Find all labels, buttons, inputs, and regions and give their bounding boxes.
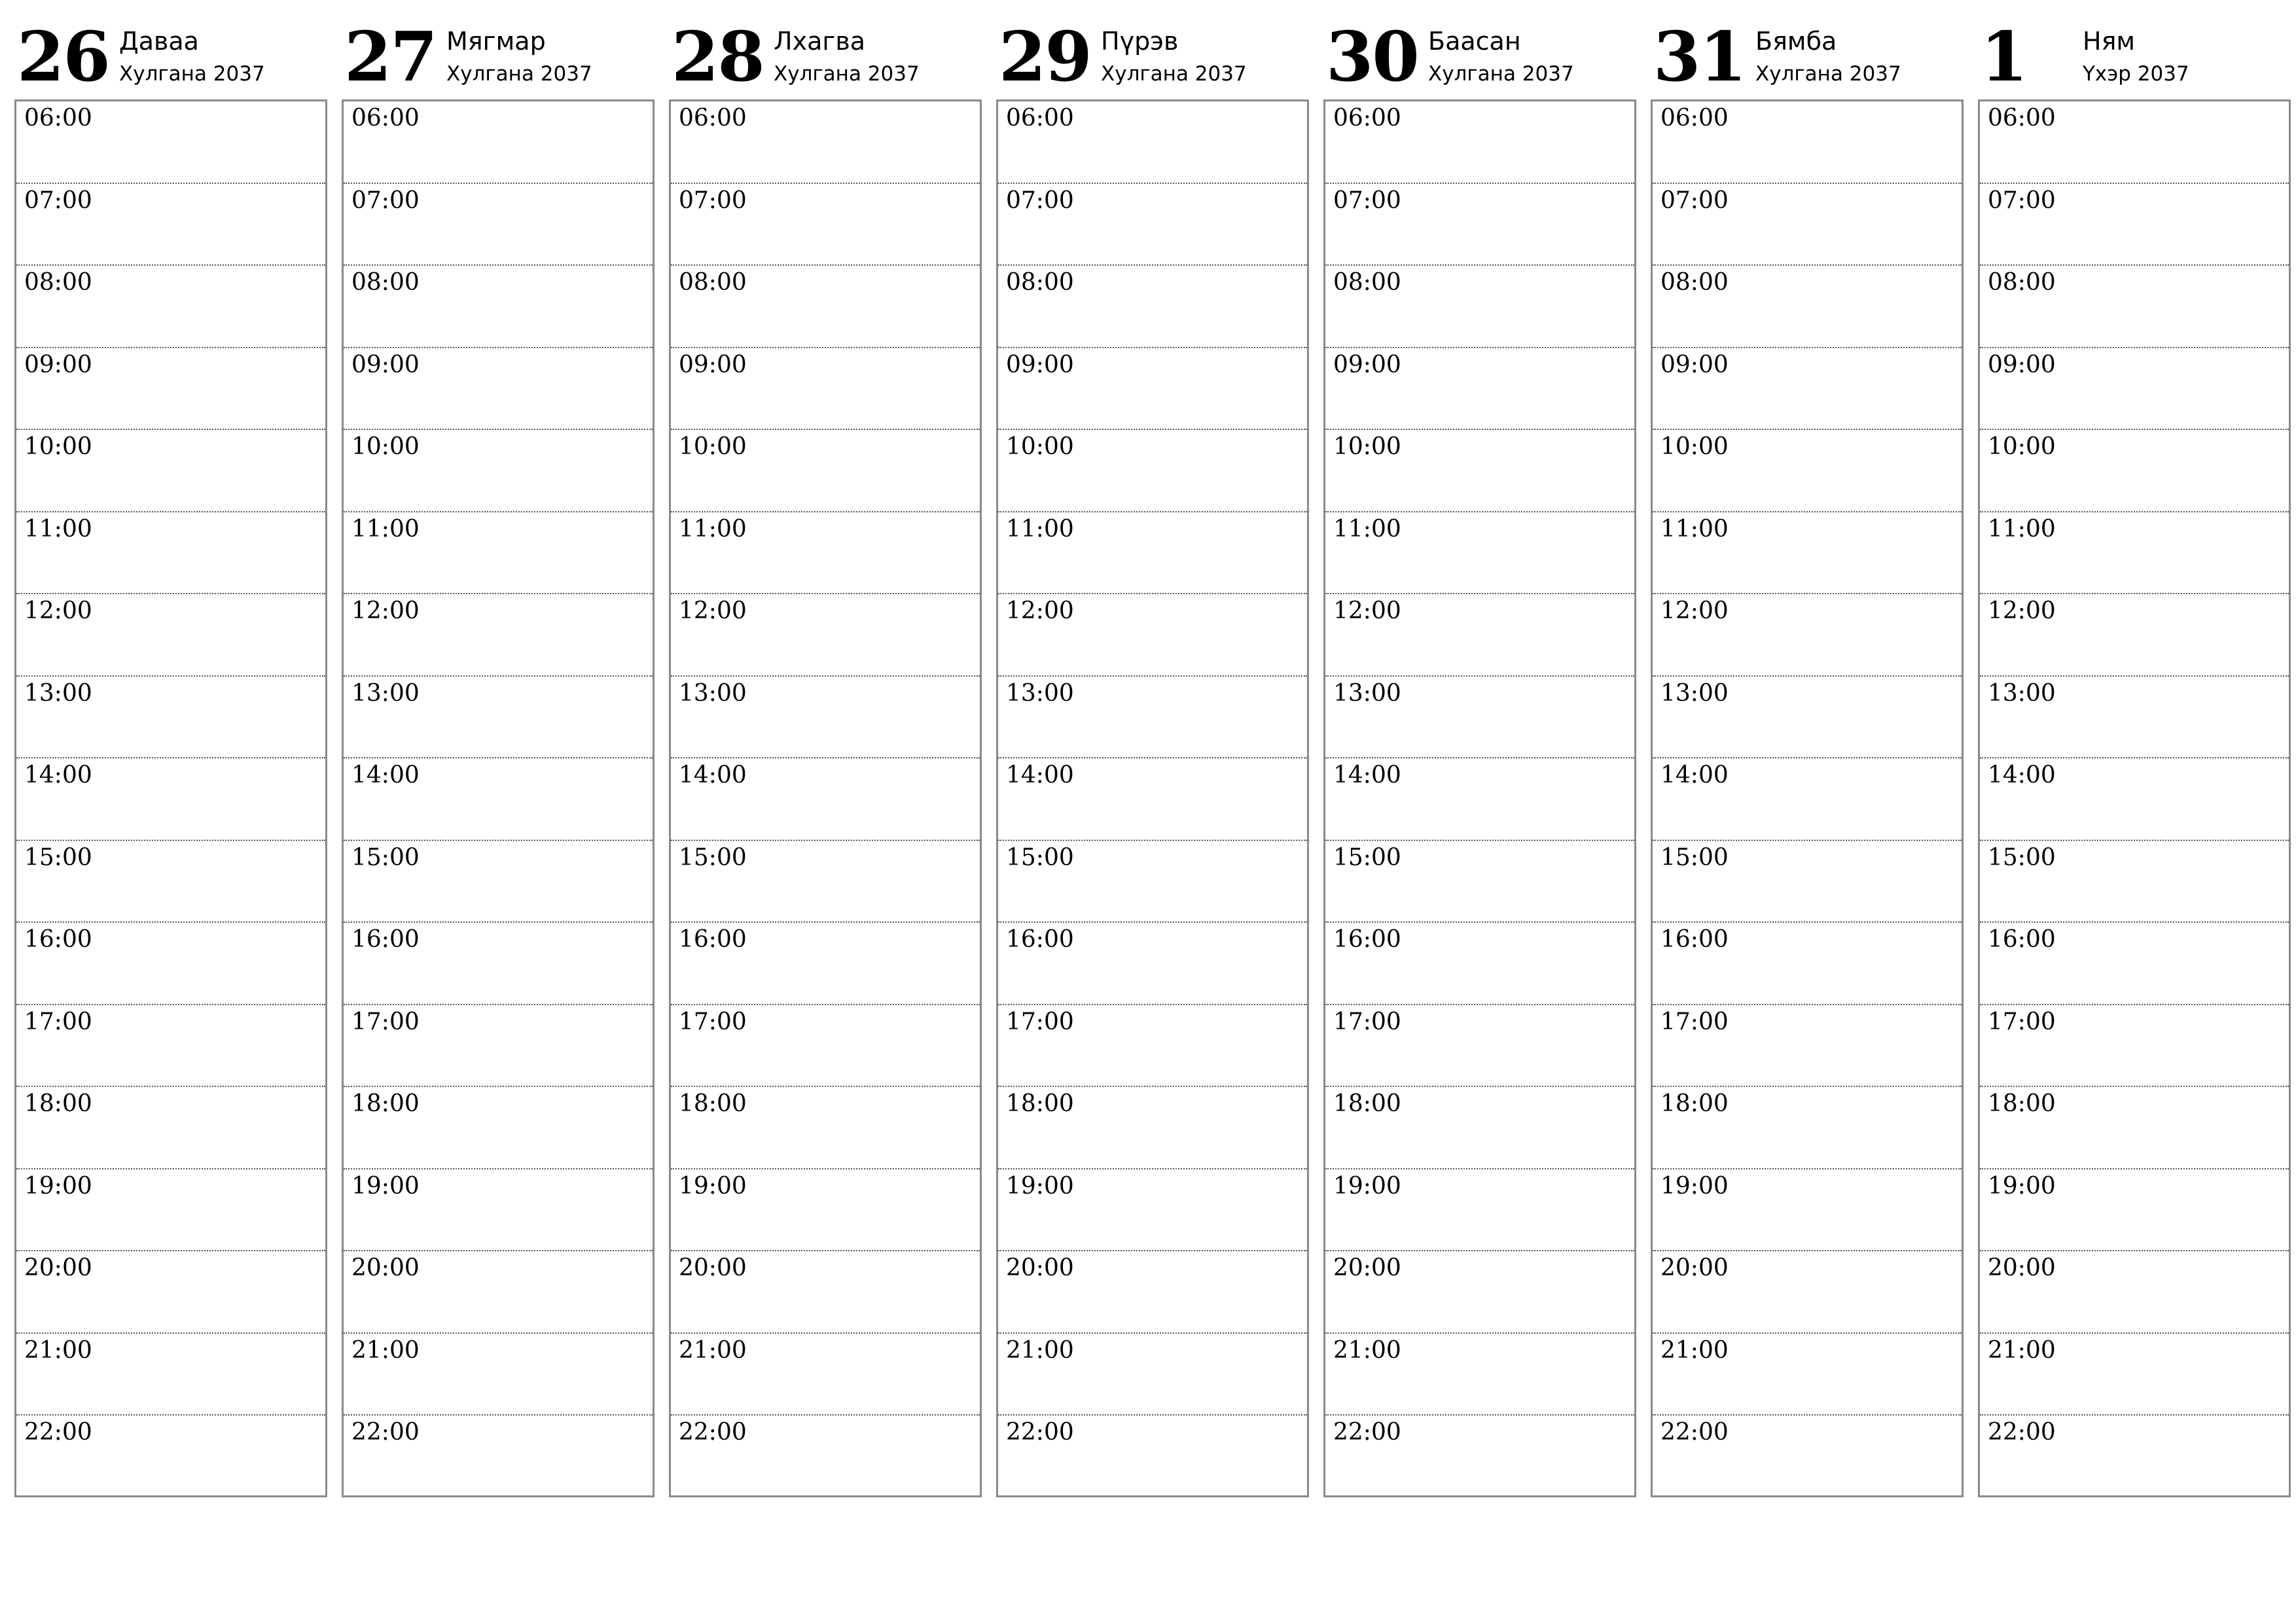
hour-slot bbox=[344, 348, 653, 431]
hour-slot bbox=[16, 841, 325, 923]
hour-slot bbox=[1325, 677, 1634, 759]
hour-slot bbox=[16, 677, 325, 759]
hour-label: 19:00 bbox=[1006, 1172, 1074, 1200]
hour-label: 07:00 bbox=[1988, 187, 2056, 214]
hour-label: 22:00 bbox=[1660, 1419, 1729, 1446]
hour-label: 16:00 bbox=[1006, 926, 1074, 953]
day-schedule-box bbox=[1978, 99, 2291, 1497]
hour-label: 07:00 bbox=[351, 187, 420, 214]
hour-label: 16:00 bbox=[1660, 926, 1729, 953]
hour-slot bbox=[998, 1005, 1307, 1088]
day-number: 27 bbox=[344, 16, 437, 97]
day-number: 30 bbox=[1326, 16, 1418, 97]
hour-slot bbox=[16, 184, 325, 266]
hour-label: 10:00 bbox=[1006, 433, 1074, 460]
hour-slot bbox=[998, 101, 1307, 184]
hour-slot bbox=[1980, 430, 2289, 512]
hour-slot bbox=[1980, 677, 2289, 759]
hour-slot bbox=[16, 923, 325, 1005]
hour-slot bbox=[1980, 923, 2289, 1005]
hour-slot bbox=[1325, 1169, 1634, 1252]
hour-slot bbox=[1980, 1334, 2289, 1416]
hour-label: 06:00 bbox=[351, 105, 420, 132]
hour-slot bbox=[1653, 1087, 1962, 1169]
hour-slot bbox=[1980, 1087, 2289, 1169]
hour-slot bbox=[16, 758, 325, 841]
hour-slot bbox=[1653, 841, 1962, 923]
hour-label: 17:00 bbox=[1006, 1008, 1074, 1035]
hour-label: 22:00 bbox=[351, 1419, 420, 1446]
hour-label: 22:00 bbox=[1006, 1419, 1074, 1446]
hour-slot bbox=[1980, 512, 2289, 595]
hour-label: 08:00 bbox=[1006, 269, 1074, 296]
hour-slot bbox=[998, 923, 1307, 1005]
hour-label: 10:00 bbox=[351, 433, 420, 460]
month-year-label: Хулгана 2037 bbox=[446, 62, 592, 86]
hour-slot bbox=[998, 1087, 1307, 1169]
hour-slot bbox=[671, 1005, 980, 1088]
hour-slot bbox=[16, 1087, 325, 1169]
hour-slot bbox=[671, 1334, 980, 1416]
hour-slot bbox=[1980, 348, 2289, 431]
hour-slot bbox=[1653, 758, 1962, 841]
hour-slot bbox=[16, 348, 325, 431]
hour-label: 17:00 bbox=[351, 1008, 420, 1035]
day-column bbox=[1323, 0, 1636, 1505]
hour-label: 09:00 bbox=[1006, 351, 1074, 378]
hour-label: 15:00 bbox=[1988, 844, 2056, 871]
hour-slot bbox=[1325, 594, 1634, 677]
hour-slot bbox=[998, 677, 1307, 759]
weekday-name: Лхагва bbox=[774, 27, 865, 56]
hour-label: 06:00 bbox=[1333, 105, 1401, 132]
hour-label: 15:00 bbox=[1660, 844, 1729, 871]
hour-label: 10:00 bbox=[1660, 433, 1729, 460]
hour-label: 08:00 bbox=[1660, 269, 1729, 296]
month-year-label: Хулгана 2037 bbox=[774, 62, 920, 86]
hour-slot bbox=[344, 184, 653, 266]
hour-label: 10:00 bbox=[1333, 433, 1401, 460]
hour-label: 14:00 bbox=[679, 762, 747, 789]
hour-label: 09:00 bbox=[1333, 351, 1401, 378]
month-year-label: Үхэр 2037 bbox=[2083, 62, 2189, 86]
hour-label: 15:00 bbox=[1006, 844, 1074, 871]
hour-slot bbox=[1325, 1005, 1634, 1088]
hour-slot bbox=[16, 430, 325, 512]
hour-slot bbox=[1653, 430, 1962, 512]
hour-label: 06:00 bbox=[1660, 105, 1729, 132]
hour-slot bbox=[1653, 594, 1962, 677]
hour-slot bbox=[671, 184, 980, 266]
hour-slot bbox=[1325, 1334, 1634, 1416]
hour-label: 13:00 bbox=[1006, 679, 1074, 707]
hour-slot bbox=[998, 1334, 1307, 1416]
hour-label: 11:00 bbox=[1988, 515, 2056, 543]
hour-slot bbox=[998, 430, 1307, 512]
hour-label: 11:00 bbox=[679, 515, 747, 543]
hour-label: 06:00 bbox=[1006, 105, 1074, 132]
day-column bbox=[669, 0, 982, 1505]
hour-label: 22:00 bbox=[1988, 1419, 2056, 1446]
hour-label: 16:00 bbox=[679, 926, 747, 953]
day-header bbox=[669, 0, 982, 99]
hour-label: 11:00 bbox=[351, 515, 420, 543]
month-year-label: Хулгана 2037 bbox=[1101, 62, 1247, 86]
hour-label: 17:00 bbox=[1660, 1008, 1729, 1035]
hour-slot bbox=[344, 1087, 653, 1169]
hour-slot bbox=[16, 512, 325, 595]
hour-slot bbox=[1653, 677, 1962, 759]
hour-label: 13:00 bbox=[24, 679, 92, 707]
day-schedule-box bbox=[669, 99, 982, 1497]
hour-slot bbox=[16, 1169, 325, 1252]
day-number: 31 bbox=[1653, 16, 1746, 97]
day-header bbox=[1651, 0, 1964, 99]
hour-slot bbox=[1325, 1087, 1634, 1169]
hour-slot bbox=[1653, 512, 1962, 595]
hour-label: 07:00 bbox=[679, 187, 747, 214]
hour-slot bbox=[671, 677, 980, 759]
hour-slot bbox=[1653, 1169, 1962, 1252]
month-year-label: Хулгана 2037 bbox=[1428, 62, 1574, 86]
hour-slot bbox=[671, 1087, 980, 1169]
hour-slot bbox=[1653, 184, 1962, 266]
weekday-name: Мягмар bbox=[446, 27, 546, 56]
hour-slot bbox=[1325, 430, 1634, 512]
hour-label: 22:00 bbox=[679, 1419, 747, 1446]
hour-label: 19:00 bbox=[1333, 1172, 1401, 1200]
day-header bbox=[342, 0, 655, 99]
hour-slot bbox=[344, 1334, 653, 1416]
hour-label: 18:00 bbox=[24, 1090, 92, 1117]
hour-slot bbox=[671, 101, 980, 184]
hour-label: 08:00 bbox=[679, 269, 747, 296]
hour-slot bbox=[1980, 758, 2289, 841]
hour-label: 13:00 bbox=[679, 679, 747, 707]
day-schedule-box bbox=[14, 99, 327, 1497]
hour-label: 19:00 bbox=[679, 1172, 747, 1200]
hour-label: 12:00 bbox=[1988, 597, 2056, 624]
hour-label: 15:00 bbox=[24, 844, 92, 871]
hour-slot bbox=[998, 1416, 1307, 1495]
hour-slot bbox=[344, 1005, 653, 1088]
day-schedule-box bbox=[1651, 99, 1964, 1497]
hour-slot bbox=[998, 1251, 1307, 1334]
hour-label: 08:00 bbox=[24, 269, 92, 296]
hour-slot bbox=[1980, 1005, 2289, 1088]
day-schedule-box bbox=[1323, 99, 1636, 1497]
weekday-name: Бямба bbox=[1755, 27, 1837, 56]
hour-label: 12:00 bbox=[1660, 597, 1729, 624]
hour-label: 14:00 bbox=[24, 762, 92, 789]
hour-label: 21:00 bbox=[679, 1336, 747, 1364]
hour-label: 12:00 bbox=[24, 597, 92, 624]
hour-slot bbox=[1980, 266, 2289, 348]
weekday-name: Даваа bbox=[119, 27, 199, 56]
hour-slot bbox=[1325, 923, 1634, 1005]
hour-label: 10:00 bbox=[24, 433, 92, 460]
hour-slot bbox=[344, 594, 653, 677]
hour-label: 12:00 bbox=[1006, 597, 1074, 624]
hour-slot bbox=[671, 512, 980, 595]
hour-slot bbox=[671, 1251, 980, 1334]
day-column bbox=[996, 0, 1309, 1505]
hour-label: 06:00 bbox=[679, 105, 747, 132]
day-schedule-box bbox=[996, 99, 1309, 1497]
hour-label: 17:00 bbox=[1333, 1008, 1401, 1035]
hour-slot bbox=[1325, 266, 1634, 348]
hour-label: 15:00 bbox=[351, 844, 420, 871]
hour-label: 14:00 bbox=[1660, 762, 1729, 789]
hour-label: 10:00 bbox=[679, 433, 747, 460]
hour-label: 09:00 bbox=[1988, 351, 2056, 378]
hour-slot bbox=[344, 758, 653, 841]
hour-slot bbox=[1325, 1251, 1634, 1334]
hour-slot bbox=[1980, 1416, 2289, 1495]
hour-label: 19:00 bbox=[351, 1172, 420, 1200]
hour-slot bbox=[998, 841, 1307, 923]
hour-label: 16:00 bbox=[351, 926, 420, 953]
hour-label: 14:00 bbox=[1006, 762, 1074, 789]
hour-label: 17:00 bbox=[679, 1008, 747, 1035]
hour-slot bbox=[1653, 1005, 1962, 1088]
hour-label: 12:00 bbox=[1333, 597, 1401, 624]
hour-label: 20:00 bbox=[1988, 1255, 2056, 1281]
hour-slot bbox=[1980, 841, 2289, 923]
hour-label: 11:00 bbox=[1660, 515, 1729, 543]
hour-slot bbox=[671, 758, 980, 841]
hour-slot bbox=[998, 184, 1307, 266]
hour-label: 18:00 bbox=[1006, 1090, 1074, 1117]
hour-label: 18:00 bbox=[351, 1090, 420, 1117]
hour-label: 14:00 bbox=[1988, 762, 2056, 789]
hour-slot bbox=[344, 841, 653, 923]
hour-slot bbox=[671, 1416, 980, 1495]
hour-label: 16:00 bbox=[24, 926, 92, 953]
hour-label: 12:00 bbox=[679, 597, 747, 624]
hour-slot bbox=[16, 1416, 325, 1495]
hour-slot bbox=[344, 1169, 653, 1252]
hour-slot bbox=[1980, 594, 2289, 677]
hour-label: 09:00 bbox=[24, 351, 92, 378]
hour-label: 06:00 bbox=[24, 105, 92, 132]
hour-slot bbox=[671, 1169, 980, 1252]
hour-slot bbox=[998, 1169, 1307, 1252]
hour-label: 16:00 bbox=[1333, 926, 1401, 953]
hour-slot bbox=[1653, 101, 1962, 184]
hour-slot bbox=[344, 1251, 653, 1334]
weekday-name: Пүрэв bbox=[1101, 27, 1179, 56]
hour-label: 18:00 bbox=[679, 1090, 747, 1117]
hour-label: 21:00 bbox=[1660, 1336, 1729, 1364]
hour-label: 19:00 bbox=[1660, 1172, 1729, 1200]
hour-slot bbox=[1653, 1251, 1962, 1334]
hour-slot bbox=[344, 430, 653, 512]
hour-label: 17:00 bbox=[1988, 1008, 2056, 1035]
hour-slot bbox=[16, 1005, 325, 1088]
hour-label: 08:00 bbox=[1988, 269, 2056, 296]
day-number: 1 bbox=[1981, 16, 2027, 97]
hour-slot bbox=[1980, 1251, 2289, 1334]
hour-slot bbox=[1653, 1334, 1962, 1416]
hour-label: 20:00 bbox=[1333, 1255, 1401, 1281]
hour-label: 21:00 bbox=[1988, 1336, 2056, 1364]
hour-slot bbox=[344, 512, 653, 595]
hour-label: 19:00 bbox=[24, 1172, 92, 1200]
hour-label: 15:00 bbox=[1333, 844, 1401, 871]
hour-label: 20:00 bbox=[1660, 1255, 1729, 1281]
day-number: 26 bbox=[17, 16, 109, 97]
day-header bbox=[1978, 0, 2291, 99]
hour-slot bbox=[1325, 841, 1634, 923]
hour-label: 06:00 bbox=[1988, 105, 2056, 132]
hour-label: 21:00 bbox=[24, 1336, 92, 1364]
hour-slot bbox=[671, 266, 980, 348]
hour-label: 20:00 bbox=[24, 1255, 92, 1281]
day-column bbox=[342, 0, 655, 1505]
hour-label: 11:00 bbox=[1333, 515, 1401, 543]
month-year-label: Хулгана 2037 bbox=[1755, 62, 1901, 86]
hour-label: 13:00 bbox=[1988, 679, 2056, 707]
hour-slot bbox=[1325, 1416, 1634, 1495]
hour-label: 09:00 bbox=[679, 351, 747, 378]
hour-label: 11:00 bbox=[1006, 515, 1074, 543]
hour-slot bbox=[1325, 758, 1634, 841]
hour-label: 13:00 bbox=[1660, 679, 1729, 707]
hour-slot bbox=[671, 430, 980, 512]
hour-label: 08:00 bbox=[351, 269, 420, 296]
hour-label: 09:00 bbox=[351, 351, 420, 378]
hour-slot bbox=[344, 101, 653, 184]
hour-label: 18:00 bbox=[1333, 1090, 1401, 1117]
hour-label: 22:00 bbox=[1333, 1419, 1401, 1446]
hour-slot bbox=[671, 923, 980, 1005]
day-number: 29 bbox=[999, 16, 1091, 97]
hour-label: 16:00 bbox=[1988, 926, 2056, 953]
hour-label: 21:00 bbox=[1006, 1336, 1074, 1364]
hour-label: 09:00 bbox=[1660, 351, 1729, 378]
hour-slot bbox=[1325, 184, 1634, 266]
hour-slot bbox=[1653, 266, 1962, 348]
hour-label: 13:00 bbox=[351, 679, 420, 707]
hour-slot bbox=[671, 348, 980, 431]
weekday-name: Баасан bbox=[1428, 27, 1521, 56]
hour-slot bbox=[16, 594, 325, 677]
hour-label: 08:00 bbox=[1333, 269, 1401, 296]
hour-slot bbox=[1980, 101, 2289, 184]
hour-slot bbox=[1325, 101, 1634, 184]
day-schedule-box bbox=[342, 99, 655, 1497]
day-column bbox=[1651, 0, 1964, 1505]
hour-slot bbox=[16, 1251, 325, 1334]
hour-slot bbox=[16, 101, 325, 184]
hour-label: 19:00 bbox=[1988, 1172, 2056, 1200]
hour-slot bbox=[998, 266, 1307, 348]
hour-slot bbox=[671, 841, 980, 923]
hour-slot bbox=[16, 266, 325, 348]
hour-slot bbox=[344, 266, 653, 348]
hour-slot bbox=[671, 594, 980, 677]
hour-label: 14:00 bbox=[351, 762, 420, 789]
hour-slot bbox=[344, 1416, 653, 1495]
hour-label: 15:00 bbox=[679, 844, 747, 871]
hour-label: 21:00 bbox=[351, 1336, 420, 1364]
hour-slot bbox=[998, 512, 1307, 595]
weekly-planner bbox=[14, 0, 2282, 1505]
hour-slot bbox=[998, 594, 1307, 677]
hour-label: 13:00 bbox=[1333, 679, 1401, 707]
hour-label: 11:00 bbox=[24, 515, 92, 543]
day-number: 28 bbox=[672, 16, 764, 97]
day-header bbox=[1323, 0, 1636, 99]
hour-label: 17:00 bbox=[24, 1008, 92, 1035]
hour-label: 10:00 bbox=[1988, 433, 2056, 460]
hour-label: 07:00 bbox=[24, 187, 92, 214]
hour-slot bbox=[344, 923, 653, 1005]
hour-label: 12:00 bbox=[351, 597, 420, 624]
hour-label: 07:00 bbox=[1006, 187, 1074, 214]
hour-label: 18:00 bbox=[1660, 1090, 1729, 1117]
hour-slot bbox=[1980, 1169, 2289, 1252]
hour-slot bbox=[1653, 923, 1962, 1005]
day-header bbox=[14, 0, 327, 99]
hour-slot bbox=[1325, 348, 1634, 431]
hour-label: 14:00 bbox=[1333, 762, 1401, 789]
hour-slot bbox=[1653, 1416, 1962, 1495]
hour-label: 18:00 bbox=[1988, 1090, 2056, 1117]
hour-label: 07:00 bbox=[1333, 187, 1401, 214]
day-column bbox=[1978, 0, 2291, 1505]
hour-slot bbox=[998, 758, 1307, 841]
hour-label: 21:00 bbox=[1333, 1336, 1401, 1364]
day-header bbox=[996, 0, 1309, 99]
hour-slot bbox=[344, 677, 653, 759]
hour-slot bbox=[1980, 184, 2289, 266]
hour-label: 20:00 bbox=[1006, 1255, 1074, 1281]
hour-label: 22:00 bbox=[24, 1419, 92, 1446]
month-year-label: Хулгана 2037 bbox=[119, 62, 265, 86]
hour-label: 07:00 bbox=[1660, 187, 1729, 214]
hour-label: 20:00 bbox=[351, 1255, 420, 1281]
hour-label: 20:00 bbox=[679, 1255, 747, 1281]
hour-slot bbox=[998, 348, 1307, 431]
weekday-name: Ням bbox=[2083, 27, 2136, 56]
hour-slot bbox=[16, 1334, 325, 1416]
hour-slot bbox=[1653, 348, 1962, 431]
hour-slot bbox=[1325, 512, 1634, 595]
day-column bbox=[14, 0, 327, 1505]
